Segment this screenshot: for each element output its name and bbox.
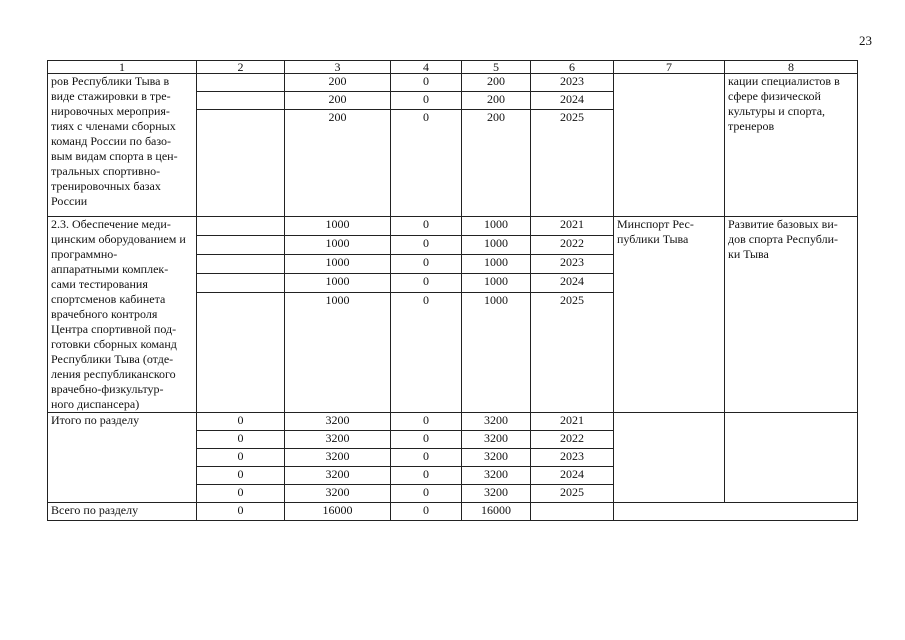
value-c4: 0: [391, 274, 462, 293]
value-c3: 1000: [285, 217, 391, 236]
value-c3: 3200: [285, 431, 391, 449]
column-header: 3: [285, 61, 391, 74]
value-c6: 2022: [531, 431, 614, 449]
value-c4: 0: [391, 255, 462, 274]
table-row: [48, 217, 858, 236]
row-description: Всего по разделу: [48, 503, 197, 521]
row-description: ров Республики Тыва в виде стажировки в тре- нировочных мероприя- тиях с членами сборных команд России по базо- вым видам спорта в цен- тральных спортивно- тренировочных базах России: [48, 74, 197, 217]
value-c2: [197, 293, 285, 413]
value-c2: [197, 74, 285, 92]
value-c3: 3200: [285, 413, 391, 431]
value-c4: 0: [391, 503, 462, 521]
value-c4: 0: [391, 449, 462, 467]
value-c3: 3200: [285, 449, 391, 467]
value-c2: [197, 92, 285, 110]
value-c4: 0: [391, 485, 462, 503]
responsible-executor: [614, 74, 725, 217]
value-c6: 2025: [531, 110, 614, 217]
value-c6: 2025: [531, 485, 614, 503]
value-c4: 0: [391, 293, 462, 413]
value-c5: 3200: [462, 485, 531, 503]
value-c2: [197, 217, 285, 236]
value-c6: [531, 503, 614, 521]
value-c5: 3200: [462, 449, 531, 467]
value-c4: 0: [391, 217, 462, 236]
value-c2: 0: [197, 431, 285, 449]
value-c5: 16000: [462, 503, 531, 521]
value-c6: 2025: [531, 293, 614, 413]
value-c4: 0: [391, 110, 462, 217]
value-c6: 2024: [531, 467, 614, 485]
value-c5: 1000: [462, 274, 531, 293]
value-c6: 2021: [531, 413, 614, 431]
value-c6: 2023: [531, 449, 614, 467]
column-header: 6: [531, 61, 614, 74]
value-c2: [197, 274, 285, 293]
column-header: 7: [614, 61, 725, 74]
value-c6: 2023: [531, 255, 614, 274]
value-c3: 200: [285, 74, 391, 92]
responsible-executor: [614, 413, 725, 503]
budget-table: [47, 60, 858, 521]
column-header: 5: [462, 61, 531, 74]
table-header-row: [48, 61, 858, 74]
value-c3: 200: [285, 110, 391, 217]
value-c3: 3200: [285, 467, 391, 485]
value-c6: 2024: [531, 274, 614, 293]
value-c5: 200: [462, 92, 531, 110]
value-c4: 0: [391, 236, 462, 255]
value-c2: [197, 255, 285, 274]
value-c6: 2023: [531, 74, 614, 92]
value-c2: 0: [197, 485, 285, 503]
table-row: [48, 503, 858, 521]
responsible-executor: Минспорт Рес- публики Тыва: [614, 217, 725, 413]
value-c2: 0: [197, 413, 285, 431]
value-c4: 0: [391, 431, 462, 449]
value-c5: 1000: [462, 217, 531, 236]
column-header: 8: [725, 61, 858, 74]
value-c2: [197, 110, 285, 217]
value-c4: 0: [391, 413, 462, 431]
value-c5: 200: [462, 74, 531, 92]
value-c5: 3200: [462, 467, 531, 485]
column-header: 2: [197, 61, 285, 74]
value-c6: 2022: [531, 236, 614, 255]
value-c4: 0: [391, 467, 462, 485]
value-c6: 2024: [531, 92, 614, 110]
value-c5: 3200: [462, 431, 531, 449]
value-c5: 3200: [462, 413, 531, 431]
value-c3: 1000: [285, 274, 391, 293]
row-description: 2.3. Обеспечение меди- цинским оборудованием и программно- аппаратными комплек- сами тестирования спортсменов кабинета врачебного контроля Центра спортивной под- готовки сборных команд Республики Тыва (отде- ления республиканского врачебно-физкультур- ного диспансера): [48, 217, 197, 413]
expected-result: Развитие базовых ви- дов спорта Республи- ки Тыва: [725, 217, 858, 413]
value-c2: 0: [197, 503, 285, 521]
value-c3: 16000: [285, 503, 391, 521]
page-number: 23: [859, 33, 872, 48]
value-c2: [197, 236, 285, 255]
column-header: 1: [48, 61, 197, 74]
value-c2: 0: [197, 449, 285, 467]
responsible-executor: [614, 503, 858, 521]
value-c6: 2021: [531, 217, 614, 236]
table-row: [48, 74, 858, 92]
value-c5: 1000: [462, 293, 531, 413]
value-c3: 1000: [285, 293, 391, 413]
value-c3: 3200: [285, 485, 391, 503]
value-c5: 1000: [462, 236, 531, 255]
value-c4: 0: [391, 74, 462, 92]
table-row: [48, 413, 858, 431]
value-c3: 1000: [285, 236, 391, 255]
value-c5: 1000: [462, 255, 531, 274]
row-description: Итого по разделу: [48, 413, 197, 503]
value-c4: 0: [391, 92, 462, 110]
column-header: 4: [391, 61, 462, 74]
value-c5: 200: [462, 110, 531, 217]
value-c2: 0: [197, 467, 285, 485]
expected-result: [725, 413, 858, 503]
value-c3: 1000: [285, 255, 391, 274]
expected-result: кации специалистов в сфере физической культуры и спорта, тренеров: [725, 74, 858, 217]
value-c3: 200: [285, 92, 391, 110]
